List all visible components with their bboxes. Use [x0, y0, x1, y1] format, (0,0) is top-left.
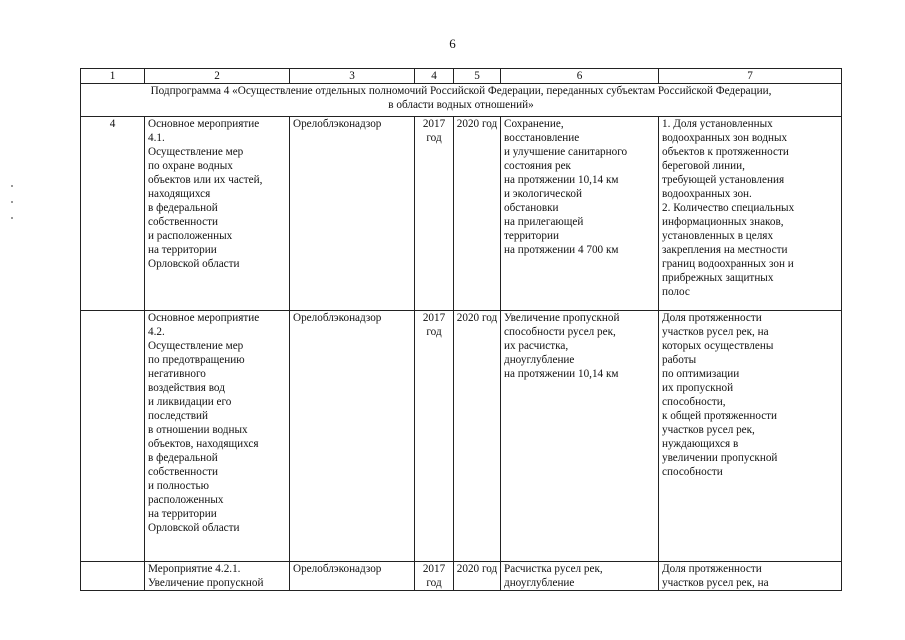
indicator-cell — [659, 311, 842, 562]
cell-line: 2017 — [422, 118, 446, 130]
end-year-cell: 2020 год — [454, 311, 501, 562]
indicator-cell — [659, 562, 842, 591]
subprogram-row — [81, 84, 842, 117]
cell-line: объектов или их частей, — [148, 174, 263, 186]
cell-line: способности русел рек, — [504, 326, 616, 338]
cell-line: 4.2. — [148, 326, 165, 338]
cell-line: водоохранных зон. — [662, 188, 752, 200]
cell-line: Орловской области — [148, 258, 240, 270]
cell-line: на протяжении 10,14 км — [504, 174, 619, 186]
cell-line: обстановки — [504, 202, 559, 214]
cell-line: 4.1. — [148, 132, 165, 144]
column-number-1: 1 — [81, 69, 145, 84]
cell-line: и ликвидации его — [148, 396, 232, 408]
column-number-7: 7 — [659, 69, 842, 84]
cell-line: Осуществление мер — [148, 146, 244, 158]
cell-line: дноуглубление — [504, 577, 575, 589]
cell-line: участков русел рек, на — [662, 326, 769, 338]
cell-line: на территории — [148, 508, 217, 520]
table-row — [81, 117, 842, 311]
cell-line: полос — [662, 286, 690, 298]
column-number-4: 4 — [415, 69, 454, 84]
event-cell — [145, 117, 290, 311]
margin-marks — [11, 185, 15, 225]
table-row — [81, 311, 842, 562]
cell-line: дноуглубление — [504, 354, 575, 366]
cell-line: закрепления на местности — [662, 244, 788, 256]
program-table — [80, 68, 842, 591]
subprogram-title — [81, 84, 842, 117]
cell-line: Увеличение пропускной — [504, 312, 620, 324]
cell-line: их расчистка, — [504, 340, 569, 352]
cell-line: нуждающихся в — [662, 438, 739, 450]
cell-line: Доля протяженности — [662, 312, 762, 324]
cell-line: в федеральной — [148, 452, 218, 464]
event-cell — [145, 311, 290, 562]
cell-line: в федеральной — [148, 202, 218, 214]
subprogram-title-line-2: в области водных отношений» — [388, 99, 534, 111]
cell-line: последствий — [148, 410, 209, 422]
cell-line: водоохранных зон водных — [662, 132, 788, 144]
cell-line: и экологической — [504, 188, 582, 200]
result-cell — [501, 117, 659, 311]
cell-line: Расчистка русел рек, — [504, 563, 603, 575]
result-cell — [501, 562, 659, 591]
column-number-2: 2 — [145, 69, 290, 84]
cell-line: прибрежных защитных — [662, 272, 774, 284]
cell-line: береговой линии, — [662, 160, 745, 172]
start-year-cell — [415, 311, 454, 562]
cell-line: год — [426, 132, 442, 144]
start-year-cell — [415, 562, 454, 591]
cell-line: на протяжении 4 700 км — [504, 244, 619, 256]
cell-line: Основное мероприятие — [148, 118, 260, 130]
cell-line: Доля протяженности — [662, 563, 762, 575]
cell-line: способности, — [662, 396, 726, 408]
cell-line: на территории — [148, 244, 217, 256]
cell-line: участков русел рек, на — [662, 577, 769, 589]
row-number: 4 — [81, 117, 145, 311]
cell-line: территории — [504, 230, 559, 242]
column-number-5: 5 — [454, 69, 501, 84]
cell-line: работы — [662, 354, 697, 366]
cell-line: и расположенных — [148, 230, 233, 242]
cell-line: Орловской области — [148, 522, 240, 534]
result-cell — [501, 311, 659, 562]
cell-line: на прилегающей — [504, 216, 584, 228]
cell-line: по охране водных — [148, 160, 233, 172]
cell-line: способности — [662, 466, 723, 478]
row-number — [81, 562, 145, 591]
cell-line: увеличении пропускной — [662, 452, 778, 464]
cell-line: на протяжении 10,14 км — [504, 368, 619, 380]
cell-line: информационных знаков, — [662, 216, 784, 228]
end-year-cell: 2020 год — [454, 117, 501, 311]
cell-line: которых осуществлены — [662, 340, 774, 352]
cell-line: 2017 — [422, 563, 446, 575]
event-cell — [145, 562, 290, 591]
cell-line: восстановление — [504, 132, 580, 144]
cell-line: 2. Количество специальных — [662, 202, 795, 214]
cell-line: объектов, находящихся — [148, 438, 259, 450]
cell-line: и улучшение санитарного — [504, 146, 628, 158]
start-year-cell — [415, 117, 454, 311]
cell-line: Основное мероприятие — [148, 312, 260, 324]
cell-line: установленных в целях — [662, 230, 774, 242]
cell-line: состояния рек — [504, 160, 571, 172]
cell-line: 2017 — [422, 312, 446, 324]
subprogram-title-line-1: Подпрограмма 4 «Осуществление отдельных полномочий Российской Федерации, переданных субъектам Российской Федерации, — [150, 85, 772, 97]
executor-cell: Орелоблэконадзор — [290, 562, 415, 591]
end-year-cell: 2020 год — [454, 562, 501, 591]
indicator-cell — [659, 117, 842, 311]
cell-line: год — [426, 326, 442, 338]
cell-line: воздействия вод — [148, 382, 225, 394]
cell-line: и полностью — [148, 480, 209, 492]
cell-line: Мероприятие 4.2.1. — [148, 563, 241, 575]
cell-line: год — [426, 577, 442, 589]
cell-line: Сохранение, — [504, 118, 564, 130]
cell-line: участков русел рек, — [662, 424, 755, 436]
cell-line: Осуществление мер — [148, 340, 244, 352]
cell-line: объектов к протяженности — [662, 146, 789, 158]
table-row — [81, 562, 842, 591]
row-number — [81, 311, 145, 562]
cell-line: по оптимизации — [662, 368, 740, 380]
executor-cell: Орелоблэконадзор — [290, 117, 415, 311]
cell-line: расположенных — [148, 494, 224, 506]
cell-line: собственности — [148, 216, 218, 228]
column-number-3: 3 — [290, 69, 415, 84]
column-number-6: 6 — [501, 69, 659, 84]
cell-line: негативного — [148, 368, 206, 380]
page-number: 6 — [449, 36, 456, 51]
executor-cell: Орелоблэконадзор — [290, 311, 415, 562]
cell-line: по предотвращению — [148, 354, 245, 366]
cell-line: к общей протяженности — [662, 410, 778, 422]
column-number-row — [81, 69, 842, 84]
cell-line: требующей установления — [662, 174, 785, 186]
cell-line: находящихся — [148, 188, 211, 200]
cell-line: Увеличение пропускной — [148, 577, 264, 589]
cell-line: границ водоохранных зон и — [662, 258, 794, 270]
cell-line: в отношении водных — [148, 424, 248, 436]
cell-line: их пропускной — [662, 382, 734, 394]
cell-line: собственности — [148, 466, 218, 478]
cell-line: 1. Доля установленных — [662, 118, 773, 130]
